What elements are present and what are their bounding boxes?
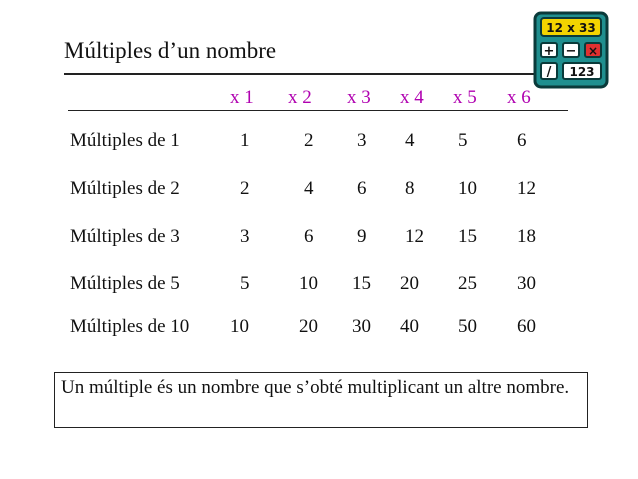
calculator-icon xyxy=(532,10,610,90)
table-cell: 60 xyxy=(517,316,536,337)
table-cell: 10 xyxy=(458,178,477,199)
table-cell: 4 xyxy=(405,130,415,151)
table-cell: 18 xyxy=(517,226,536,247)
table-cell: 20 xyxy=(299,316,318,337)
header-x1: x 1 xyxy=(230,87,254,108)
calculator-key-minus: − xyxy=(565,44,577,59)
table-cell: 10 xyxy=(230,316,249,337)
row-label: Múltiples de 5 xyxy=(70,273,180,294)
table-cell: 50 xyxy=(458,316,477,337)
calculator-key-times: × xyxy=(587,44,599,58)
table-cell: 6 xyxy=(357,178,367,199)
table-cell: 8 xyxy=(405,178,415,199)
header-x4: x 4 xyxy=(400,87,424,108)
definition-box: Un múltiple és un nombre que s’obté multiplicant un altre nombre. xyxy=(54,372,588,428)
header-underline xyxy=(68,110,568,111)
header-x3: x 3 xyxy=(347,87,371,108)
table-cell: 4 xyxy=(304,178,314,199)
table-cell: 2 xyxy=(240,178,250,199)
table-cell: 30 xyxy=(517,273,536,294)
header-x5: x 5 xyxy=(453,87,477,108)
table-cell: 20 xyxy=(400,273,419,294)
row-label: Múltiples de 1 xyxy=(70,130,180,151)
table-cell: 15 xyxy=(458,226,477,247)
row-label: Múltiples de 10 xyxy=(70,316,190,337)
calculator-key-digits: 123 xyxy=(569,65,595,79)
calculator-key-divide: / xyxy=(546,65,552,80)
table-cell: 2 xyxy=(304,130,314,151)
table-cell: 40 xyxy=(400,316,419,337)
table-cell: 12 xyxy=(405,226,424,247)
slide-title: Múltiples d’un nombre xyxy=(64,38,277,63)
table-cell: 15 xyxy=(352,273,371,294)
title-underline xyxy=(64,73,536,75)
table-cell: 6 xyxy=(304,226,314,247)
row-label: Múltiples de 3 xyxy=(70,226,180,247)
table-cell: 30 xyxy=(352,316,371,337)
table-cell: 6 xyxy=(517,130,527,151)
table-cell: 1 xyxy=(240,130,250,151)
header-x6: x 6 xyxy=(507,87,531,108)
header-x2: x 2 xyxy=(288,87,312,108)
table-cell: 3 xyxy=(357,130,367,151)
calculator-display: 12 x 33 xyxy=(546,21,596,35)
table-cell: 25 xyxy=(458,273,477,294)
table-cell: 3 xyxy=(240,226,250,247)
table-cell: 10 xyxy=(299,273,318,294)
table-cell: 9 xyxy=(357,226,367,247)
table-cell: 12 xyxy=(517,178,536,199)
table-cell: 5 xyxy=(458,130,468,151)
calculator-key-plus: + xyxy=(543,44,555,59)
row-label: Múltiples de 2 xyxy=(70,178,180,199)
table-cell: 5 xyxy=(240,273,250,294)
